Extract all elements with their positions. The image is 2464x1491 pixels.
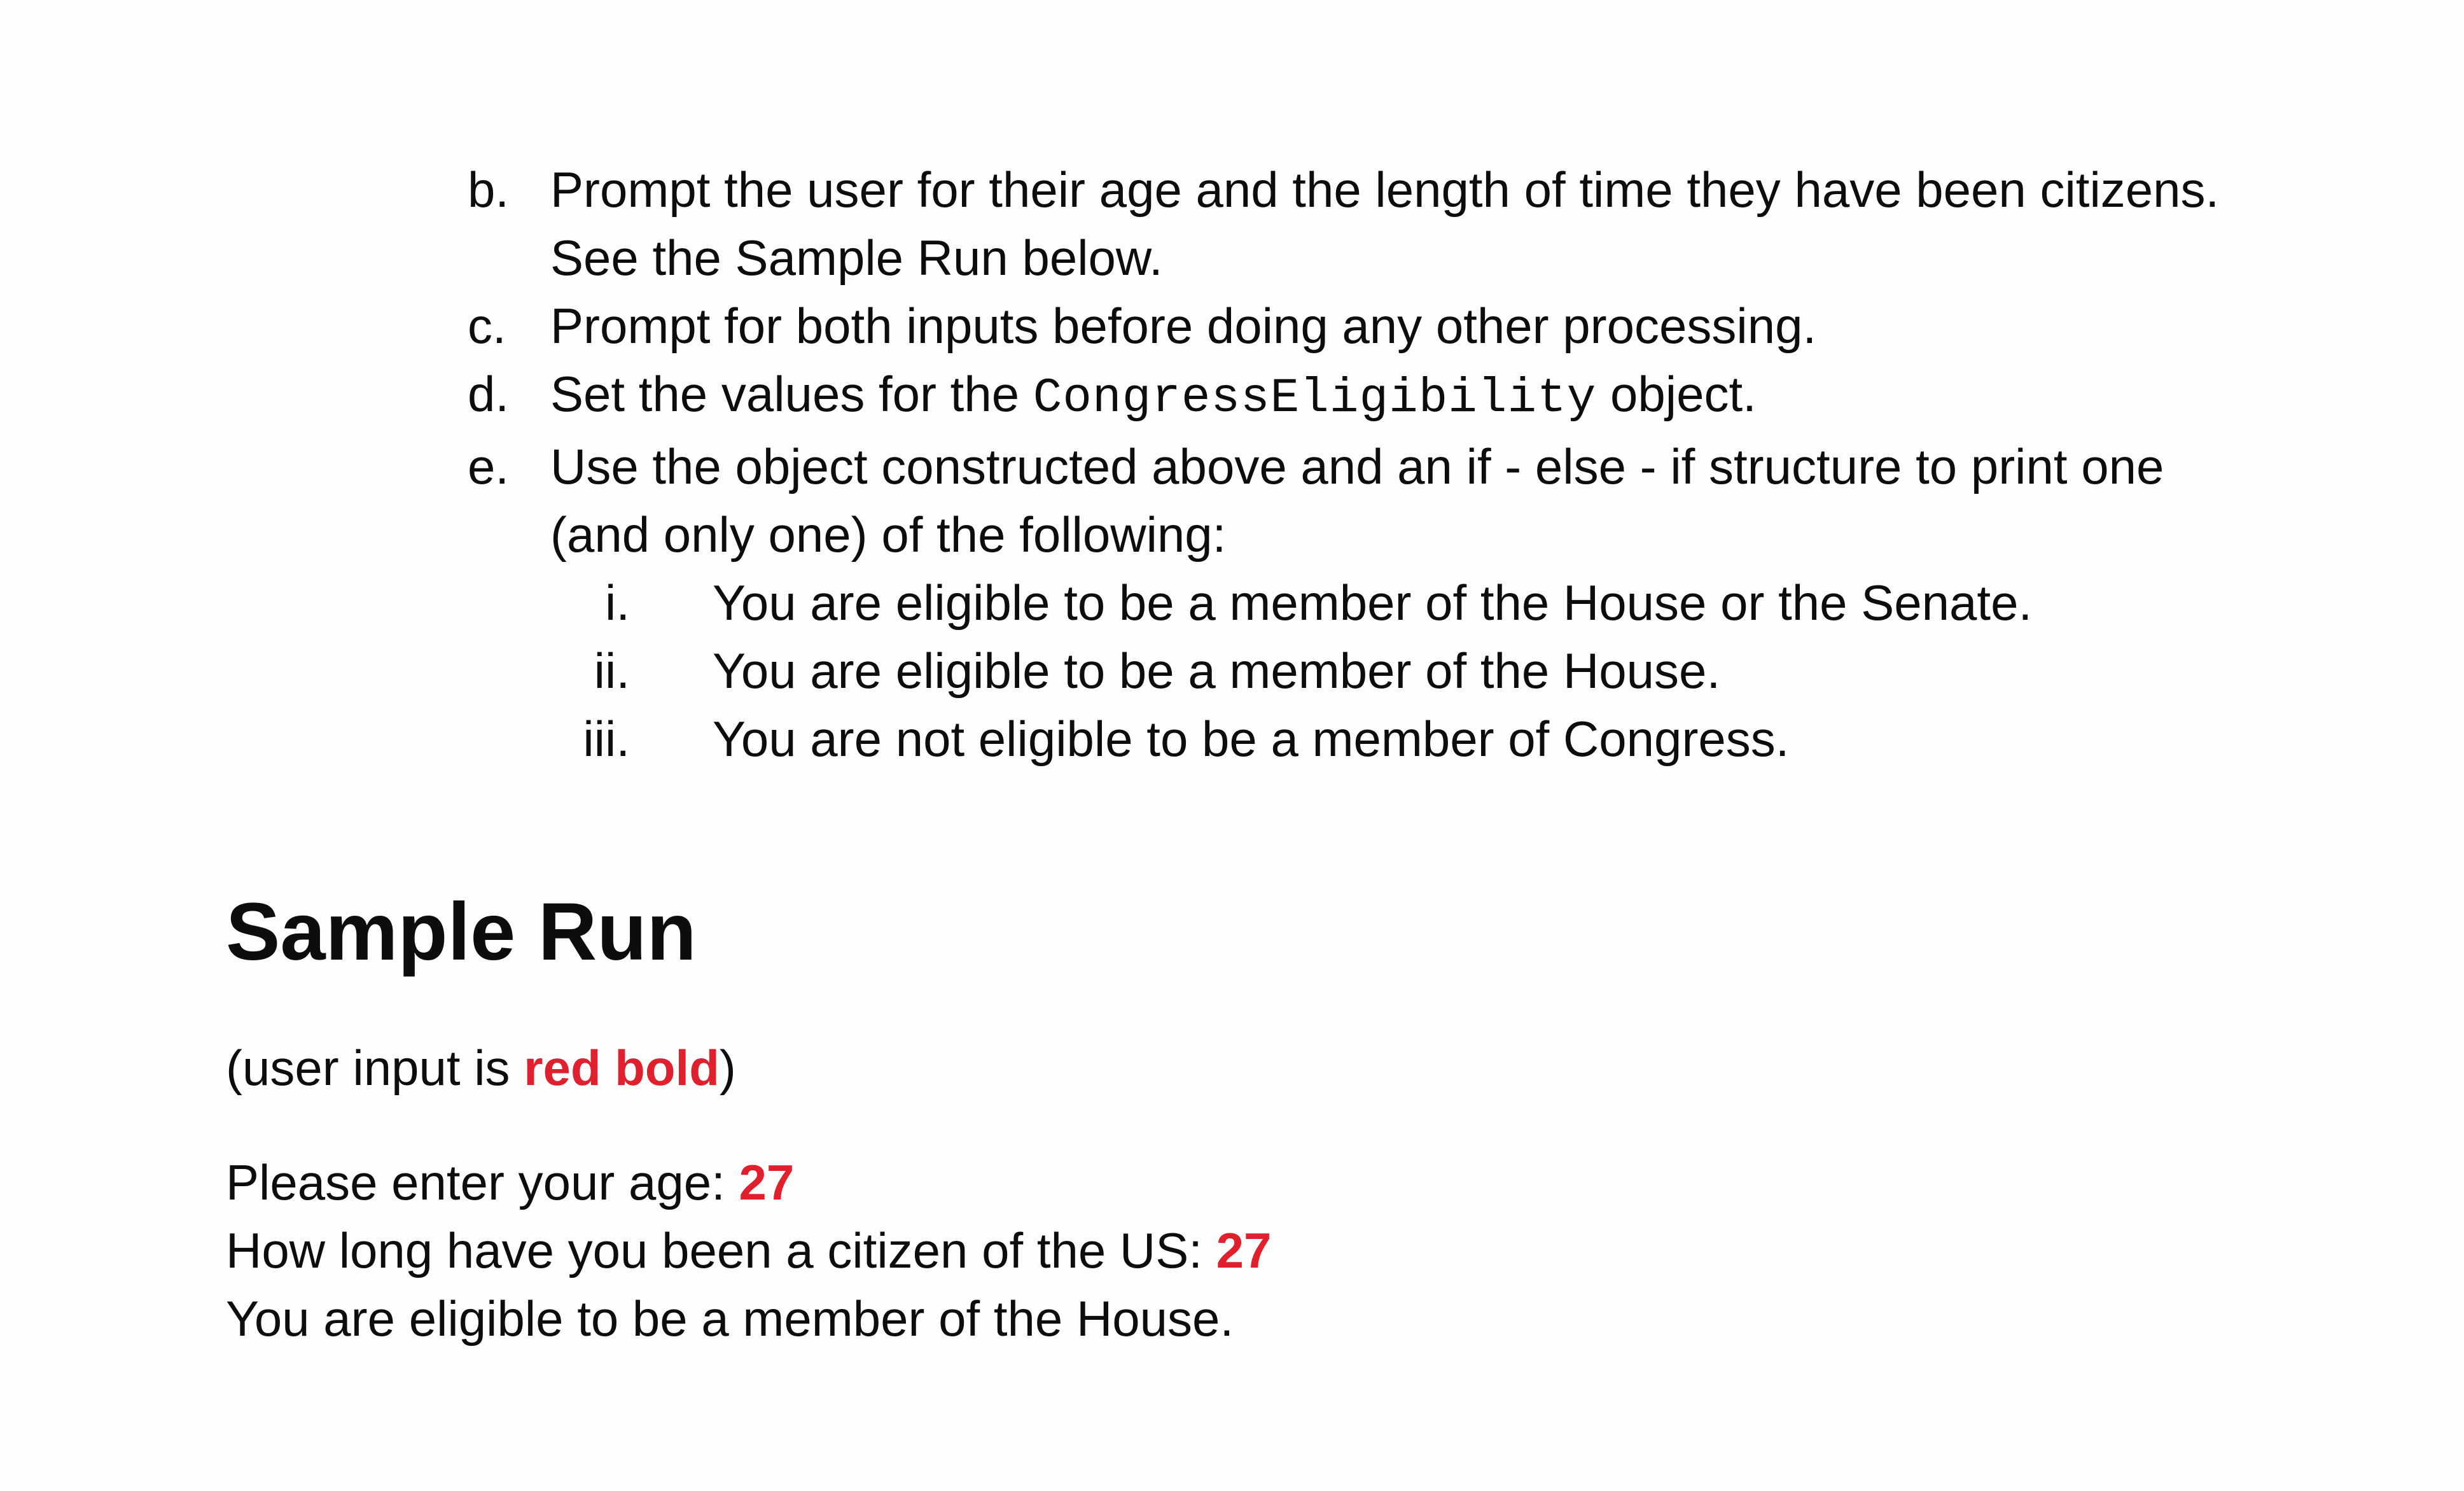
run-user-input: 27: [739, 1154, 795, 1210]
sub-list-marker: iii.: [583, 711, 630, 767]
sub-list: [550, 569, 2281, 773]
list-item-text-line: See the Sample Run below.: [550, 230, 1163, 286]
list-marker: b.: [468, 162, 510, 218]
list-item-b: [468, 156, 2281, 292]
sub-list-marker: i.: [605, 575, 630, 631]
list-item-text-line: Prompt the user for their age and the length of time they have been citizens.: [550, 162, 2220, 218]
list-marker: e.: [468, 438, 510, 494]
input-legend-note: [226, 1034, 736, 1102]
list-item-text: Set the values for the: [550, 366, 1033, 422]
run-user-input: 27: [1216, 1222, 1272, 1278]
list-item-e: [468, 433, 2281, 569]
list-marker: d.: [468, 366, 510, 422]
list-item-text-line: Use the object constructed above and an if - else - if structure to print one: [550, 438, 2164, 494]
list-item-text: Prompt for both inputs before doing any other processing.: [550, 298, 1817, 354]
run-line: [226, 1149, 1271, 1217]
list-item-text: object.: [1596, 366, 1757, 422]
note-highlight: red bold: [524, 1040, 720, 1096]
sample-run-heading: Sample Run: [226, 886, 697, 977]
sub-list-item-text: You are eligible to be a member of the House.: [713, 643, 1721, 699]
sample-run-output: [226, 1149, 1271, 1353]
sub-list-marker: ii.: [594, 643, 630, 699]
run-prompt: Please enter your age:: [226, 1154, 739, 1210]
run-line: [226, 1217, 1271, 1285]
run-prompt: How long have you been a citizen of the US:: [226, 1222, 1216, 1278]
list-item-c: [468, 292, 2281, 360]
note-suffix: ): [719, 1040, 736, 1096]
sub-list-item: [550, 569, 2281, 637]
sub-list-item: [550, 705, 2281, 773]
sub-list-item: [550, 637, 2281, 705]
list-item-d: [468, 360, 2281, 433]
run-line: [226, 1285, 1271, 1353]
class-name-code: CongressEligibility: [1033, 371, 1597, 426]
list-marker: c.: [468, 298, 506, 354]
list-item-text-line: (and only one) of the following:: [550, 507, 1227, 563]
instruction-list: [468, 156, 2281, 773]
run-output-text: You are eligible to be a member of the House.: [226, 1291, 1234, 1347]
sub-list-item-text: You are not eligible to be a member of Congress.: [713, 711, 1790, 767]
note-prefix: (user input is: [226, 1040, 524, 1096]
sub-list-item-text: You are eligible to be a member of the House or the Senate.: [713, 575, 2033, 631]
